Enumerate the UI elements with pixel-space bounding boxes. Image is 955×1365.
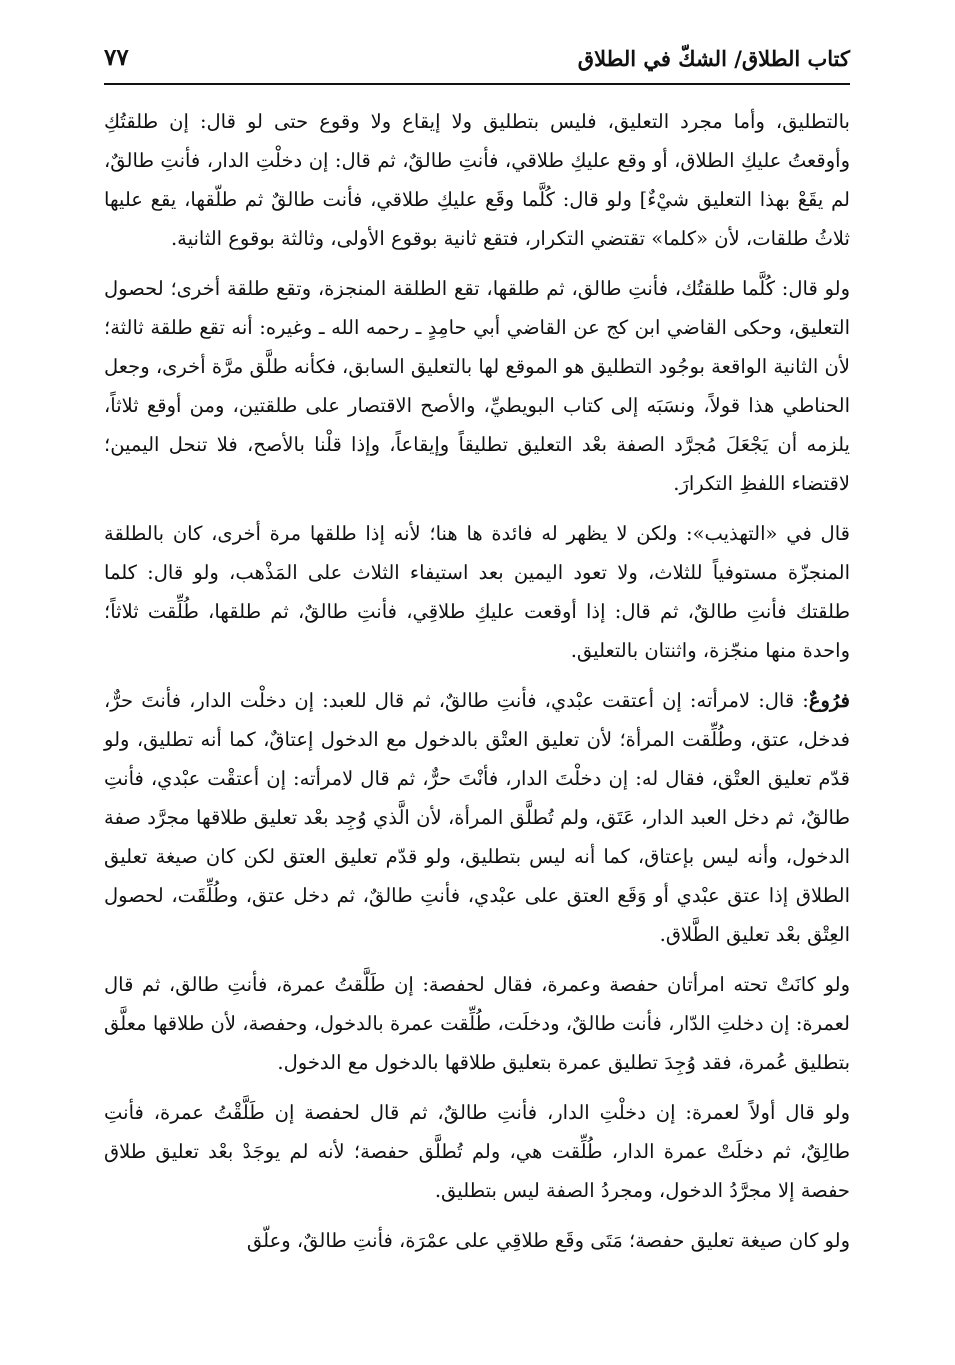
paragraph-text: ولو قال: كُلَّما طلقتُك، فأنتِ طالق، ثم طلقها، تقع الطلقة المنجزة، وتقع طلقة أخرى؛ لحصول التعليق، وحكى القاضي ابن كج عن القاضي أبي حامِدٍ ـ رحمه الله ـ وغيره: أنه تقع طلقة ثالثة؛ لأن الثانية الواقعة بوجُود التطليق هو الموقع لها بالتعليق السابق، فكأنه طلَّق مرَّة أخرى، وجعل الحناطي هذا قولاً، ونسَبَه إلى كتاب البويطيِّ، والأصح الاقتصار على طلقتين، ومن أوقع ثلاثاً، يلزمه أن يَجْعَلَ مُجرَّد الصفة بعْد التعليق تطليقاً وإيقاعاً، وإذا قلْنا بالأصح، فلا تنحل اليمين؛ لاقتضاء اللفظِ التكرارَ.	[104, 277, 850, 495]
paragraph	[104, 965, 850, 1082]
page-number: ٧٧	[104, 44, 129, 71]
paragraph-text: قال في «التهذيب»: ولكن لا يظهر له فائدة ها هنا؛ لأنه إذا طلقها مرة أخرى، كان بالطلقة المنجزّة مستوفياً للثلاث، ولا تعود اليمين بعد استيفاء الثلاث على المَذْهب، ولو قال: كلما طلقتك فأنتِ طالقٌ، ثم قال: إذا أوقعت عليكِ طلاقِي، فأنتِ طالقٌ، ثم طلقها، طُلِّقت ثلاثاً؛ واحدة منها منجّزة، واثنتان بالتعليق.	[104, 522, 850, 662]
paragraph-text: ولو كان صيغة تعليق حفصة؛ مَتَى وقَع طلاقِي على عمْرَة، فأنتِ طالقٌ، وعلّق	[246, 1229, 850, 1252]
paragraph-lead: فرُوعٌ	[808, 689, 850, 712]
page-header	[104, 40, 850, 80]
paragraph	[104, 1093, 850, 1210]
paragraph-text: : قال: لامرأته: إن أعتقت عبْدي، فأنتِ طالقٌ، ثم قال للعبد: إن دخلْت الدار، فأنتَ حرٌّ، فدخل، عتق، وطُلِّقت المرأة؛ لأن تعليق العتْق بالدخول مع الدخول إعتاقٌ، كما أنه تطليق، ولو قدّم تعليق العتْق، فقال له: إن دخلْتَ الدار، فأنْتَ حرٌّ، ثم قال لامرأته: إن أعتقْت عبْدي، فأنتِ طالقٌ، ثم دخل العبد الدار، عَتَق، ولم تُطلَّق المرأة، لأن الَّذي وُجِد بعْد تعليق طلاقها مجرَّد صفة الدخول، وأنه ليس بإعتاق، كما أنه ليس بتطليق، ولو قدّم تعليق العتق لكن كان صيغة تعليق الطلاق إذا عتق عبْدي أو وَقَع العتق على عبْدي، فأنتِ طالقٌ، ثم دخل عتق، وطُلِّقَت، لحصول العِتْق بعْد تعليق الطَّلاق.	[104, 689, 850, 946]
paragraph	[104, 514, 850, 670]
paragraph-text: بالتطليق، وأما مجرد التعليق، فليس بتطليق ولا إيقاع ولا وقوع حتى لو قال: إن طلقتُكِ وأوقعتُ عليكِ الطلاق، أو وقع عليكِ طلاقي، فأنتِ طالقٌ، ثم قال: إن دخلْتِ الدار، فأنتِ طالقٌ، لم يقَعْ بهذا التعليق شيْءٌ] ولو قال: كُلَّما وقَع عليكِ طلاقي، فأنت طالقٌ ثم طلّقها، يقع عليها ثلاثُ طلقات، لأن «كلما» تقتضي التكرار، فتقع ثانية بوقوع الأولى، وثالثة بوقوع الثانية.	[104, 110, 850, 250]
paragraph-text: ولو قال أولاً لعمرة: إن دخلْتِ الدار، فأنتِ طالقٌ، ثم قال لحفصة إن طَلَّقْتُ عمرة، فأنتِ طالِقٌ، ثم دخلَتْ عمرة الدار، طُلِّقت هي، ولم تُطلَّق حفصة؛ لأنه لم يوجَدْ بعْد تعليق طلاق حفصة إلا مجرَّدُ الدخول، ومجردُ الصفة ليس بتطليق.	[104, 1101, 850, 1202]
paragraph	[104, 1221, 850, 1260]
header-rule	[104, 83, 850, 85]
running-title: كتاب الطلاق/ الشكّ في الطلاق	[577, 46, 850, 71]
paragraph	[104, 681, 850, 954]
paragraph	[104, 102, 850, 258]
paragraph-text: ولو كانَتْ تحته امرأتان حفصة وعمرة، فقال لحفصة: إن طَلَّقتُ عمرة، فأنتِ طالق، ثم قال لعمرة: إن دخلتِ الدّار، فأنت طالقٌ، ودخلَت، طُلِّقت عمرة بالدخول، وحفصة، لأن طلاقها معلَّق بتطليق عُمرة، فقد وُجِدَ تطليق عمرة بتعليق طلاقها بالدخول مع الدخول.	[104, 973, 850, 1074]
page-body	[104, 102, 850, 1271]
paragraph	[104, 269, 850, 503]
